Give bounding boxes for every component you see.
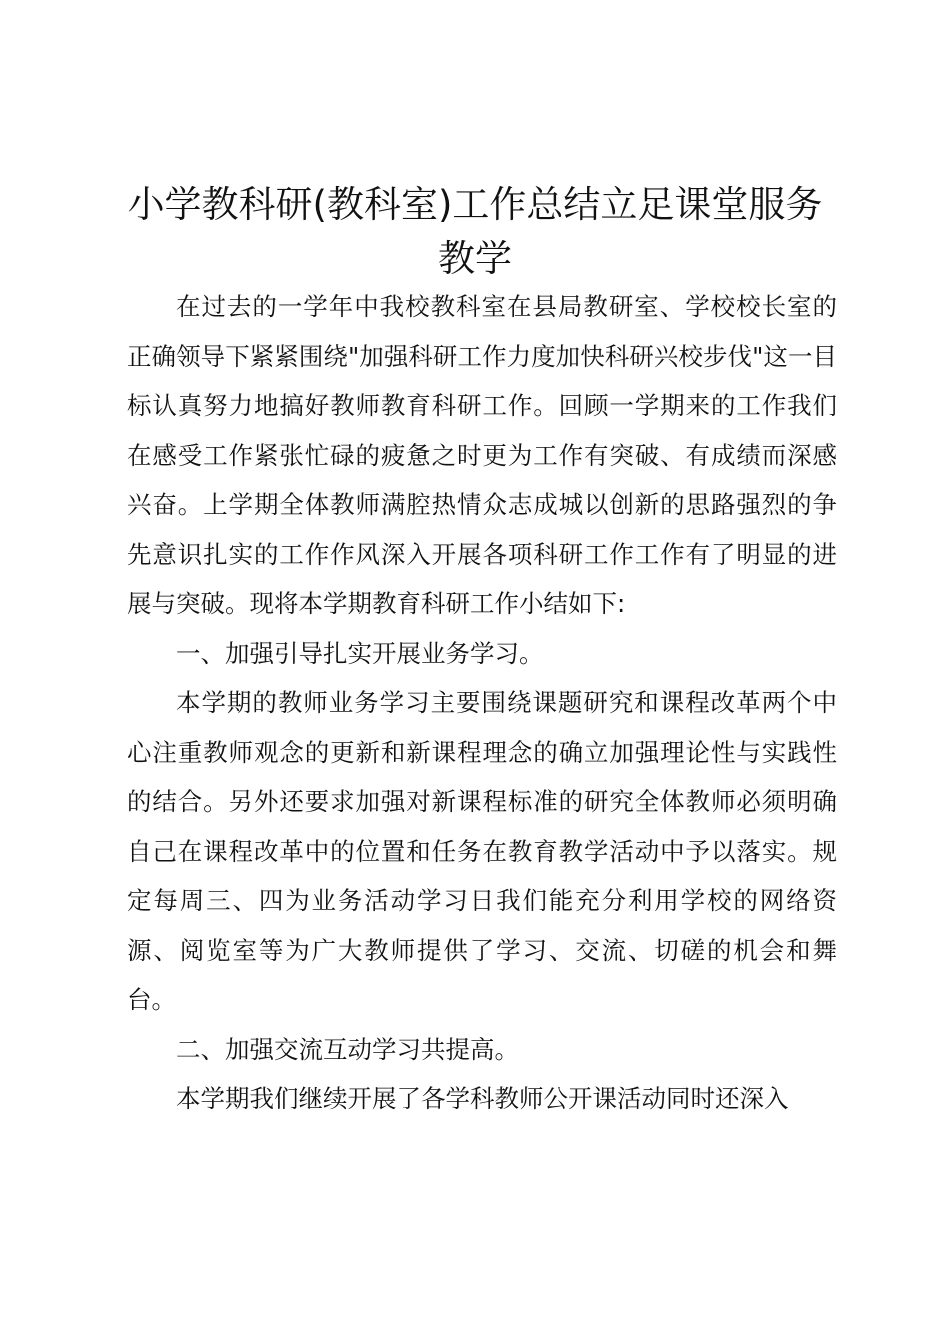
paragraph-intro: 在过去的一学年中我校教科室在县局教研室、学校校长室的正确领导下紧紧围绕"加强科研工作力度加快科研兴校步伐"这一目标认真努力地搞好教师教育科研工作。回顾一学期来的工作我们在感受工作紧张忙碌的疲惫之时更为工作有突破、有成绩而深感兴奋。上学期全体教师满腔热情众志成城以创新的思路强烈的争先意识扎实的工作作风深入开展各项科研工作工作有了明显的进展与突破。现将本学期教育科研工作小结如下: [127,292,837,618]
document-title: 小学教科研(教科室)工作总结立足课堂服务教学 [127,183,823,280]
paragraph-section-1: 本学期的教师业务学习主要围绕课题研究和课程改革两个中心注重教师观念的更新和新课程理念的确立加强理论性与实践性的结合。另外还要求加强对新课程标准的研究全体教师必须明确自己在课程改革中的位置和任务在教育教学活动中予以落实。规定每周三、四为业务活动学习日我们能充分利用学校的网络资源、阅览室等为广大教师提供了学习、交流、切磋的机会和舞台。 [127,688,837,1014]
section-heading-2: 二、加强交流互动学习共提高。 [176,1034,519,1064]
paragraph-section-2: 本学期我们继续开展了各学科教师公开课活动同时还深入 [176,1084,789,1113]
document-body [127,282,837,1124]
section-heading-1: 一、加强引导扎实开展业务学习。 [176,638,544,668]
